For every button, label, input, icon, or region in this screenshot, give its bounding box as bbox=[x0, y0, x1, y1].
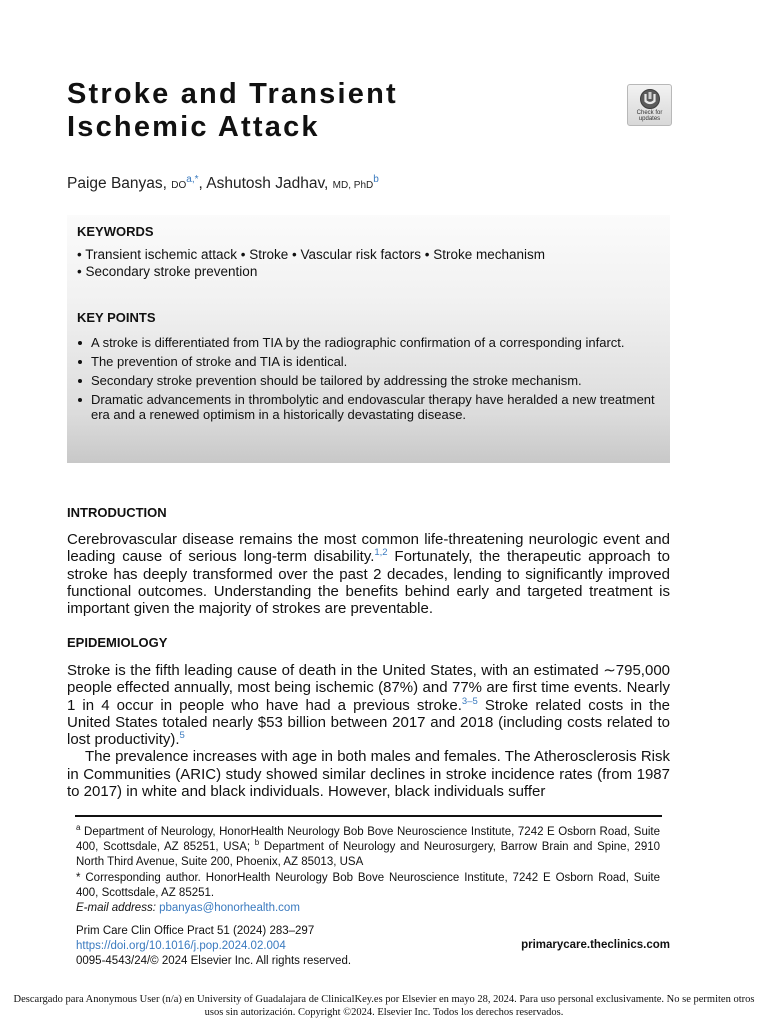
key-point-item: A stroke is differentiated from TIA by the radiographic confirmation of a corresponding infarct. bbox=[77, 335, 657, 350]
epidemiology-heading: EPIDEMIOLOGY bbox=[67, 635, 168, 650]
journal-info bbox=[76, 924, 351, 970]
journal-website-link[interactable]: primarycare.theclinics.com bbox=[521, 939, 670, 951]
key-point-item: The prevention of stroke and TIA is identical. bbox=[77, 354, 657, 369]
crossmark-icon bbox=[639, 88, 661, 110]
author-1-affiliation-marks[interactable]: a,* bbox=[186, 174, 199, 185]
introduction-text-a: Cerebrovascular disease remains the most common life-threatening neurologic event and leading cause of serious long-term disability. bbox=[67, 531, 670, 566]
author-1-degree: DO bbox=[171, 180, 187, 192]
key-points-list bbox=[77, 335, 657, 426]
footnote-divider bbox=[75, 815, 662, 817]
journal-citation: Prim Care Clin Office Pract 51 (2024) 283–297 bbox=[76, 925, 315, 937]
footnotes bbox=[76, 825, 660, 916]
citation-link[interactable]: 3–5 bbox=[461, 695, 478, 707]
epidemiology-text-b: Stroke related costs in the United States totaled nearly $53 billion between 2017 and 2018 (including costs related to lost productivity). bbox=[67, 696, 671, 749]
keywords-heading: KEYWORDS bbox=[77, 224, 154, 239]
affiliation-a: Department of Neurology, HonorHealth Neurology Bob Bove Neuroscience Institute, 7242 E Osborn Road, Suite 400, Scottsdale, AZ 85251, USA; bbox=[76, 826, 660, 854]
introduction-text-b: Fortunately, the therapeutic approach to stroke has deeply transformed over the past 2 decades, lending to significantly improved functional outcomes. Understanding the benefits behind early and targeted treatment is important given the majority of strokes are preventable. bbox=[67, 548, 670, 618]
article-title bbox=[67, 78, 587, 144]
check-for-updates-label-2: updates bbox=[638, 116, 661, 122]
keywords-line-2: • Secondary stroke prevention bbox=[77, 264, 258, 279]
key-points-heading: KEY POINTS bbox=[77, 310, 156, 325]
keywords-keypoints-box bbox=[67, 215, 670, 463]
affiliation-mark-b: b bbox=[254, 838, 260, 848]
title-line-1: Stroke and Transient bbox=[67, 78, 398, 110]
email-link[interactable]: pbanyas@honorhealth.com bbox=[159, 902, 300, 915]
download-notice: Descargado para Anonymous User (n/a) en University of Guadalajara de ClinicalKey.es por Elsevier en mayo 28, 2024. Para uso personal exclusivamente. No se permiten otros usos sin autorización. Copyright ©2024. Elsevier Inc. Todos los derechos reservados. bbox=[13, 994, 755, 1018]
doi-link[interactable]: https://doi.org/10.1016/j.pop.2024.02.004 bbox=[76, 940, 286, 953]
epidemiology-text-a: Stroke is the fifth leading cause of death in the United States, with an estimated ∼795,000 people effected annually, most being ischemic (87%) and 77% are first time events. Nearly 1 in 4 occur in people who have had a previous stroke. bbox=[67, 662, 670, 714]
epidemiology-paragraph-2: The prevalence increases with age in both males and females. The Atherosclerosis Risk in Communities (ARIC) study showed similar declines in stroke incidence rates (from 1987 to 2017) in white and black individuals. However, black individuals suffer bbox=[67, 748, 670, 801]
author-1-name: Paige Banyas, bbox=[67, 175, 167, 193]
author-2-affiliation-mark[interactable]: b bbox=[373, 174, 379, 185]
check-for-updates-button[interactable] bbox=[627, 84, 672, 126]
epidemiology-paragraph bbox=[67, 662, 670, 800]
introduction-paragraph bbox=[67, 531, 670, 617]
issn-copyright: 0095-4543/24/© 2024 Elsevier Inc. All rights reserved. bbox=[76, 955, 352, 968]
citation-link[interactable]: 5 bbox=[179, 730, 185, 742]
author-2-degree: MD, PhD bbox=[332, 180, 374, 192]
corresponding-author-note: * Corresponding author. HonorHealth Neurology Bob Bove Neuroscience Institute, 7242 E Osborn Road, Suite 400, Scottsdale, AZ 85251. bbox=[76, 871, 660, 899]
author-line bbox=[67, 174, 379, 193]
keywords-line-1: • Transient ischemic attack • Stroke • Vascular risk factors • Stroke mechanism bbox=[77, 247, 546, 262]
title-line-2: Ischemic Attack bbox=[67, 111, 320, 143]
email-label: E-mail address: bbox=[76, 902, 156, 915]
citation-link[interactable]: 1,2 bbox=[374, 547, 388, 559]
affiliation-b: Department of Neurology and Neurosurgery, Barrow Brain and Spine, 2910 North Third Avenue, Suite 200, Phoenix, AZ 85013, USA bbox=[76, 841, 661, 869]
author-2-name: Ashutosh Jadhav, bbox=[206, 175, 329, 193]
key-point-item: Dramatic advancements in thrombolytic and endovascular therapy have heralded a new treatment era and a renewed optimism in a historically devastating disease. bbox=[77, 392, 657, 422]
key-point-item: Secondary stroke prevention should be tailored by addressing the stroke mechanism. bbox=[77, 373, 657, 388]
check-for-updates-label-1: Check for bbox=[636, 110, 663, 116]
author-separator: , bbox=[198, 175, 203, 193]
introduction-heading: INTRODUCTION bbox=[67, 505, 167, 520]
affiliation-mark-a: a bbox=[76, 823, 81, 833]
